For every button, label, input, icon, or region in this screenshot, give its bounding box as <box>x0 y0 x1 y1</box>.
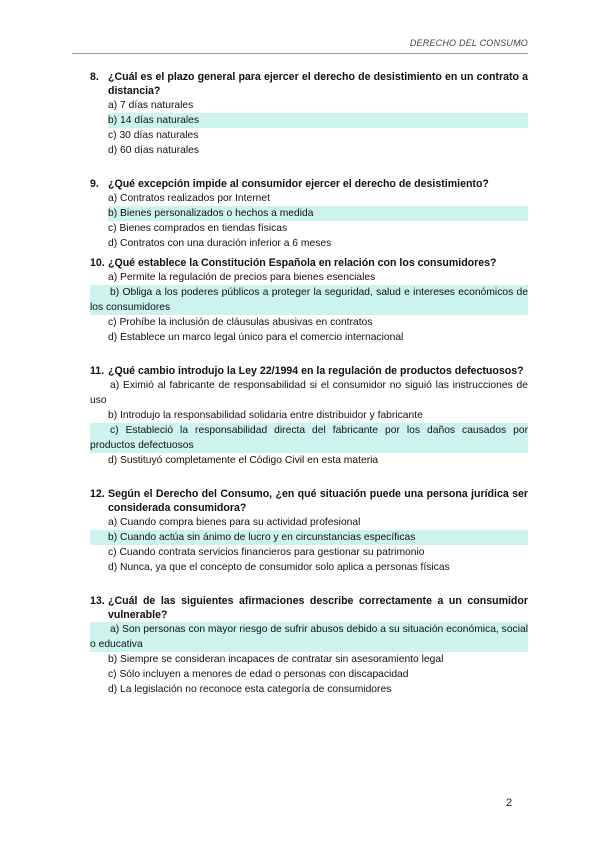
option-b-correct: b) Bienes personalizados o hechos a medida <box>108 206 528 221</box>
question-text: Según el Derecho del Consumo, ¿en qué situación puede una persona jurídica ser considerada consumidora? <box>108 488 528 514</box>
question-number: 10. <box>90 257 105 269</box>
option-d: d) La legislación no reconoce esta categoría de consumidores <box>108 684 392 695</box>
option-a: a) 7 días naturales <box>108 100 194 111</box>
question-text: ¿Qué cambio introdujo la Ley 22/1994 en la regulación de productos defectuosos? <box>108 365 524 377</box>
page-number: 2 <box>506 797 513 809</box>
question-8 <box>90 70 528 158</box>
option-d: d) Contratos con una duración inferior a 6 meses <box>108 238 332 249</box>
options <box>90 378 528 468</box>
question-title <box>90 70 528 98</box>
option-a: a) Permite la regulación de precios para bienes esenciales <box>108 272 376 283</box>
option-b-correct: b) Obliga a los poderes públicos a proteger la seguridad, salud e intereses económicos de los consumidores <box>90 287 528 313</box>
question-text: ¿Qué excepción impide al consumidor ejercer el derecho de desistimiento? <box>108 178 489 190</box>
question-12 <box>90 487 528 575</box>
question-text: ¿Cuál de las siguientes afirmaciones describe correctamente a un consumidor vulnerable? <box>108 595 528 621</box>
question-number: 13. <box>90 595 105 607</box>
option-a-correct: a) Son personas con mayor riesgo de sufrir abusos debido a su situación económica, social o educativa <box>90 624 528 650</box>
question-number: 11. <box>90 365 105 377</box>
question-number: 8. <box>90 71 99 83</box>
option-d: d) Sustituyó completamente el Código Civil en esta materia <box>108 455 379 466</box>
options <box>90 191 528 251</box>
question-title <box>90 594 528 622</box>
options <box>90 515 528 575</box>
question-title <box>90 487 528 515</box>
question-13 <box>90 594 528 697</box>
running-header: DERECHO DEL CONSUMO <box>409 38 528 48</box>
option-c: c) 30 días naturales <box>108 130 199 141</box>
option-a: a) Contratos realizados por Internet <box>108 193 270 204</box>
option-b: b) Siempre se consideran incapaces de contratar sin asesoramiento legal <box>108 654 444 665</box>
question-9 <box>90 177 528 251</box>
option-b: b) Introdujo la responsabilidad solidaria entre distribuidor y fabricante <box>108 410 423 421</box>
option-c: c) Sólo incluyen a menores de edad o personas con discapacidad <box>108 669 409 680</box>
question-title <box>90 177 528 191</box>
header-rule <box>72 53 528 54</box>
question-number: 12. <box>90 488 105 500</box>
option-a: a) Cuando compra bienes para su actividad profesional <box>108 517 361 528</box>
question-text: ¿Qué establece la Constitución Española en relación con los consumidores? <box>108 257 497 269</box>
option-d: d) Nunca, ya que el concepto de consumidor solo aplica a personas físicas <box>108 562 450 573</box>
option-d: d) 60 días naturales <box>108 145 200 156</box>
option-b-correct: b) 14 días naturales <box>108 113 528 128</box>
question-text: ¿Cuál es el plazo general para ejercer el derecho de desistimiento en un contrato a distancia? <box>108 71 528 97</box>
option-a: a) Eximió al fabricante de responsabilidad si el consumidor no siguió las instrucciones de uso <box>90 380 528 406</box>
option-b-correct: b) Cuando actúa sin ánimo de lucro y en circunstancias específicas <box>90 530 528 545</box>
question-11 <box>90 364 528 468</box>
question-10 <box>90 256 528 345</box>
option-d: d) Establece un marco legal único para el comercio internacional <box>108 332 404 343</box>
option-c: c) Cuando contrata servicios financieros para gestionar su patrimonio <box>108 547 425 558</box>
option-c-correct: c) Estableció la responsabilidad directa del fabricante por los daños causados por productos defectuosos <box>90 425 528 451</box>
option-c: c) Bienes comprados en tiendas físicas <box>108 223 288 234</box>
options <box>90 270 528 345</box>
options <box>90 622 528 697</box>
question-title <box>90 256 528 270</box>
option-c: c) Prohíbe la inclusión de cláusulas abusivas en contratos <box>108 317 373 328</box>
question-title <box>90 364 528 378</box>
question-number: 9. <box>90 178 99 190</box>
options <box>90 98 528 158</box>
question-list <box>90 70 528 697</box>
